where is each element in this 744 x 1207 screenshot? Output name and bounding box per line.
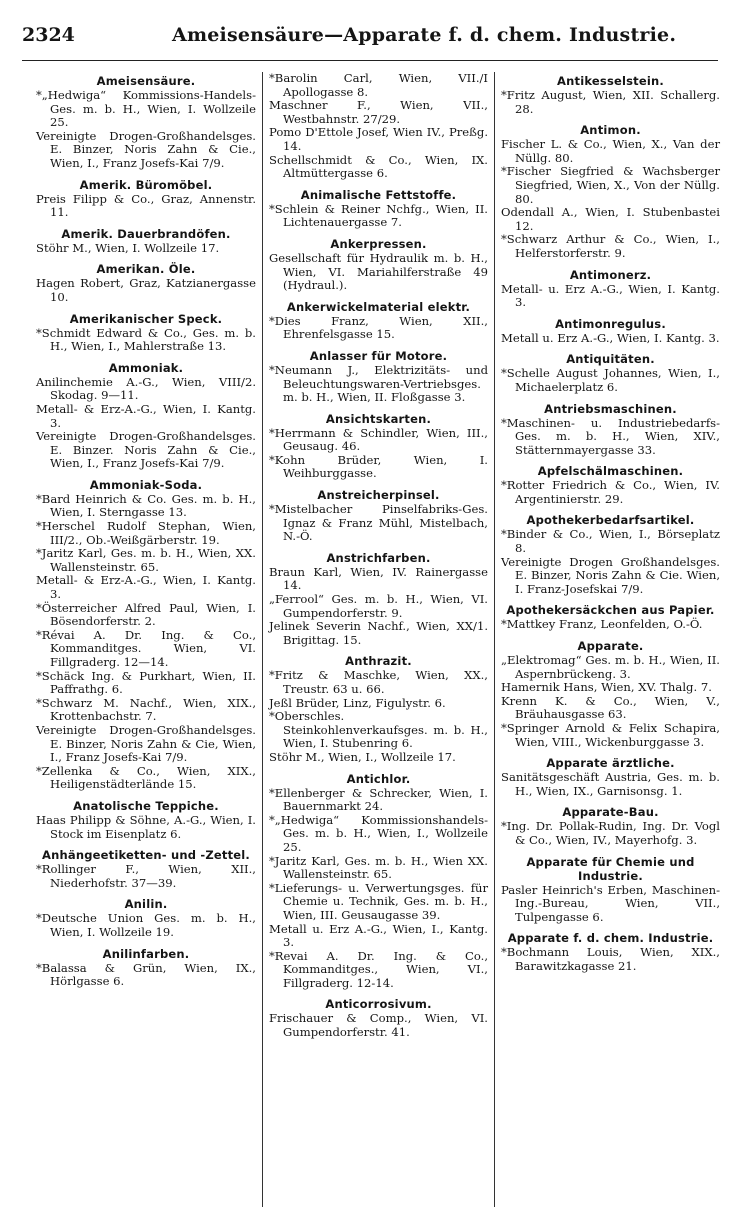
- section-heading: Apothekersäckchen aus Papier.: [506, 603, 715, 618]
- directory-entry: Gesellschaft für Hydraulik m. b. H., Wien, VI. Mariahilferstraße 49 (Hydraul.).: [269, 250, 488, 293]
- directory-entry: *Schmidt Edward & Co., Ges. m. b. H., Wien, I., Mahlerstraße 13.: [36, 325, 256, 354]
- directory-entry: Stöhr M., Wien, I. Wollzeile 17.: [36, 240, 220, 255]
- directory-entry: *Jaritz Karl, Ges. m. b. H., Wien XX. Wallensteinstr. 65.: [269, 853, 488, 882]
- section: [269, 72, 488, 181]
- directory-entry: *Révai A. Dr. Ing. & Co., Kommanditges. Wien, VI. Fillgraderg. 12—14.: [36, 627, 256, 669]
- directory-entry: „Elektromag“ Ges. m. b. H., Wien, II. Aspernbrückeng. 3.: [501, 653, 720, 681]
- directory-entry: *Deutsche Union Ges. m. b. H., Wien, I. Wollzeile 19.: [36, 911, 256, 939]
- section: [501, 931, 720, 973]
- directory-entry: *Mistelbacher Pinselfabriks-Ges. Ignaz & Franz Mühl, Mistelbach, N.-Ö.: [269, 502, 488, 544]
- directory-entry: Vereinigte Drogen-Großhandelsges. E. Binzer, Noris Zahn & Cie, Wien, I., Franz Josefs-Kai 7/9.: [36, 722, 256, 765]
- directory-entry: Metall- & Erz-A.-G., Wien, I. Kantg. 3.: [36, 573, 256, 602]
- section-heading: Antichlor.: [346, 771, 411, 786]
- section: [269, 488, 488, 544]
- section-heading: Antimonerz.: [569, 267, 652, 282]
- directory-entry: *Fritz & Maschke, Wien, XX., Treustr. 63 u. 66.: [269, 668, 488, 696]
- section-heading: Antikesselstein.: [557, 74, 664, 88]
- directory-entry: *Maschinen- u. Industriebedarfs-Ges. m. b. H., Wien, XIV., Stätternmayergasse 33.: [501, 415, 720, 457]
- section-heading: Anstrichfarben.: [326, 550, 431, 565]
- section: [36, 799, 256, 841]
- directory-entry: *Zellenka & Co., Wien, XIX., Heiligenstädterlände 15.: [36, 763, 256, 792]
- directory-entry: Hagen Robert, Graz, Katzianergasse 10.: [36, 276, 256, 304]
- section: [501, 74, 720, 116]
- directory-entry: *Ing. Dr. Pollak-Rudin, Ing. Dr. Vogl & Co., Wien, IV., Mayerhofg. 3.: [501, 819, 720, 847]
- section-heading: Amerik. Büromöbel.: [79, 177, 213, 192]
- directory-entry: Maschner F., Wien, VII., Westbahnstr. 27/29.: [269, 98, 488, 126]
- section: [501, 756, 720, 798]
- section: [36, 178, 256, 220]
- directory-entry: Metall u. Erz A.-G., Wien, I., Kantg. 3.: [269, 921, 488, 950]
- directory-entry: *Bochmann Louis, Wien, XIX., Barawitzkagasse 21.: [501, 945, 720, 973]
- section-heading: Apfelschälmaschinen.: [537, 464, 684, 479]
- section-heading: Antriebsmaschinen.: [544, 401, 677, 416]
- directory-entry: *Schwarz Arthur & Co., Wien, I., Helferstorferstr. 9.: [501, 232, 720, 260]
- directory-entry: *Mattkey Franz, Leonfelden, O.-Ö.: [501, 617, 703, 632]
- directory-entry: *Schlein & Reiner Nchfg., Wien, II. Lichtenauergasse 7.: [269, 201, 488, 230]
- section-heading: Apparate für Chemie und Industrie.: [526, 854, 695, 883]
- directory-entry: Preis Filipp & Co., Graz, Annenstr. 11.: [36, 191, 256, 220]
- section: [36, 478, 256, 792]
- section-heading: Anhängeetiketten- und -Zettel.: [41, 848, 250, 863]
- directory-entry: Jeßl Brüder, Linz, Figulystr. 6.: [269, 695, 446, 710]
- section-heading: Ammoniak.: [108, 360, 184, 375]
- section: [269, 412, 488, 481]
- section-heading: Anilin.: [124, 897, 168, 912]
- directory-entry: *Lieferungs- u. Verwertungsges. für Chemie u. Technik, Ges. m. b. H., Wien, III. Geusaugasse 39.: [269, 880, 488, 922]
- directory-entry: Pasler Heinrich's Erben, Maschinen-Ing.-Bureau, Wien, VII., Tulpengasse 6.: [501, 882, 720, 924]
- section: [269, 654, 488, 764]
- directory-entry: Jelinek Severin Nachf., Wien, XX/1. Brigittag. 15.: [269, 619, 488, 647]
- directory-entry: *Fischer Siegfried & Wachsberger Siegfried, Wien, X., Von der Nüllg. 80.: [501, 164, 720, 206]
- section: [501, 317, 720, 346]
- section-heading: Anilinfarben.: [102, 946, 190, 961]
- directory-entry: *Herrmann & Schindler, Wien, III., Geusaug. 46.: [269, 425, 488, 454]
- directory-entry: *Revai A. Dr. Ing. & Co., Kommanditges., Wien, VI., Fillgraderg. 12-14.: [269, 948, 488, 990]
- directory-entry: *Bard Heinrich & Co. Ges. m. b. H., Wien, I. Sterngasse 13.: [36, 491, 256, 520]
- section: [501, 805, 720, 847]
- section-heading: Anthrazit.: [345, 654, 412, 669]
- section-heading: Apparate-Bau.: [562, 805, 659, 820]
- section: [36, 947, 256, 989]
- directory-entry: *Barolin Carl, Wien, VII./I Apollogasse 8.: [269, 72, 488, 99]
- section-heading: Amerik. Dauerbrandöfen.: [61, 226, 231, 241]
- directory-entry: Sanitätsgeschäft Austria, Ges. m. b. H., Wien, IX., Garnisonsg. 1.: [501, 770, 720, 798]
- section: [501, 402, 720, 458]
- section-heading: Amerikan. Öle.: [96, 262, 196, 277]
- section: [501, 855, 720, 925]
- directory-entry: Braun Karl, Wien, IV. Rainergasse 14.: [269, 564, 488, 593]
- page-number: 2324: [22, 24, 75, 46]
- directory-entry: Vereinigte Drogen-Großhandelsges. E. Binzer, Noris Zahn & Cie., Wien, I., Franz Josefs-Kai 7/9.: [36, 128, 256, 170]
- section-heading: Ankerpressen.: [330, 236, 427, 251]
- section: [36, 262, 256, 304]
- directory-entry: Metall- & Erz-A.-G., Wien, I. Kantg. 3.: [36, 401, 256, 430]
- section: [269, 349, 488, 405]
- directory-entry: *Balassa & Grün, Wien, IX., Hörlgasse 6.: [36, 960, 256, 989]
- directory-entry: *„Hedwiga“ Kommissions-Handels-Ges. m. b. H., Wien, I. Wollzeile 25.: [36, 88, 256, 130]
- directory-entry: *Oberschles. Steinkohlenverkaufsges. m. b. H., Wien, I. Stubenring 6.: [269, 709, 488, 751]
- directory-entry: Anilinchemie A.-G., Wien, VIII/2. Skodag. 9—11.: [36, 374, 256, 403]
- section-heading: Antimonregulus.: [555, 316, 666, 331]
- directory-entry: Fischer L. & Co., Wien, X., Van der Nüllg. 80.: [501, 137, 720, 165]
- directory-entry: *Jaritz Karl, Ges. m. b. H., Wien, XX. Wallensteinstr. 65.: [36, 546, 256, 574]
- directory-entry: Schellschmidt & Co., Wien, IX. Altmüttergasse 6.: [269, 152, 488, 181]
- section-heading: Ammoniak-Soda.: [89, 477, 203, 492]
- section-heading: Animalische Fettstoffe.: [300, 187, 457, 202]
- section: [501, 352, 720, 394]
- directory-entry: Vereinigte Drogen-Großhandelsges. E. Binzer. Noris Zahn & Cie., Wien, I., Franz Josefs-Kai 7/9.: [36, 429, 256, 471]
- directory-entry: Krenn K. & Co., Wien, V., Bräuhausgasse 63.: [501, 693, 720, 722]
- columns-container: [30, 72, 730, 1207]
- section: [501, 123, 720, 260]
- section-heading: Apothekerbedarfsartikel.: [526, 513, 695, 528]
- section-heading: Amerikanischer Speck.: [69, 311, 223, 326]
- directory-entry: Metall u. Erz A.-G., Wien, I. Kantg. 3.: [501, 330, 720, 345]
- section: [269, 551, 488, 648]
- section-heading: Ankerwickelmaterial elektr.: [286, 299, 471, 314]
- section-heading: Ansichtskarten.: [325, 411, 432, 426]
- directory-entry: Vereinigte Drogen Großhandelsges. E. Binzer, Noris Zahn & Cie. Wien, I. Franz-Josefskai 7/9.: [501, 554, 720, 596]
- section: [501, 513, 720, 596]
- column-3: [494, 72, 726, 1207]
- directory-entry: *Fritz August, Wien, XII. Schallerg. 28.: [501, 88, 720, 116]
- directory-entry: Hamernik Hans, Wien, XV. Thalg. 7.: [501, 680, 712, 695]
- directory-entry: *Herschel Rudolf Stephan, Wien, III/2., Ob.-Weißgärberstr. 19.: [36, 519, 256, 547]
- section: [501, 639, 720, 749]
- section: [269, 188, 488, 230]
- column-1: [30, 72, 262, 1207]
- section-heading: Antimon.: [580, 123, 641, 138]
- directory-entry: Odendall A., Wien, I. Stubenbastei 12.: [501, 205, 720, 233]
- directory-entry: Frischauer & Comp., Wien, VI. Gumpendorferstr. 41.: [269, 1011, 488, 1040]
- section-heading: Ameisensäure.: [96, 74, 196, 88]
- section-heading: Apparate.: [577, 639, 644, 654]
- directory-entry: Haas Philipp & Söhne, A.-G., Wien, I. Stock im Eisenplatz 6.: [36, 812, 256, 841]
- directory-entry: *Springer Arnold & Felix Schapira, Wien, VIII., Wickenburggasse 3.: [501, 721, 720, 749]
- section: [36, 74, 256, 171]
- section: [36, 361, 256, 471]
- directory-entry: *Dies Franz, Wien, XII., Ehrenfelsgasse 15.: [269, 313, 488, 342]
- section: [36, 848, 256, 890]
- page-title: Ameisensäure—Apparate f. d. chem. Industrie.: [172, 24, 677, 46]
- section-heading: Anatolische Teppiche.: [73, 798, 219, 813]
- section: [36, 897, 256, 939]
- section: [269, 300, 488, 342]
- directory-entry: *Neumann J., Elektrizitäts- und Beleuchtungswaren-Vertriebsges. m. b. H., Wien, II. Floßgasse 3.: [269, 362, 488, 405]
- section: [36, 227, 256, 256]
- directory-entry: *Österreicher Alfred Paul, Wien, I. Bösendorferstr. 2.: [36, 600, 256, 629]
- section-heading: Apparate ärztliche.: [546, 756, 675, 771]
- section: [269, 772, 488, 991]
- directory-entry: Stöhr M., Wien, I., Wollzeile 17.: [269, 749, 456, 764]
- column-2: [262, 72, 494, 1207]
- directory-entry: „Ferrool“ Ges. m. b. H., Wien, VI. Gumpendorferstr. 9.: [269, 592, 488, 620]
- directory-entry: *Schäck Ing. & Purkhart, Wien, II. Paffrathg. 6.: [36, 668, 256, 697]
- section-heading: Antiquitäten.: [566, 352, 655, 367]
- section: [501, 603, 720, 632]
- section-heading: Anstreicherpinsel.: [317, 488, 440, 503]
- section: [501, 268, 720, 310]
- directory-entry: *Ellenberger & Schrecker, Wien, I. Bauernmarkt 24.: [269, 785, 488, 814]
- directory-entry: *Schwarz M. Nachf., Wien, XIX., Krottenbachstr. 7.: [36, 695, 256, 724]
- section: [501, 464, 720, 506]
- page-header: [22, 24, 718, 61]
- directory-entry: Metall- u. Erz A.-G., Wien, I. Kantg. 3.: [501, 281, 720, 310]
- section-heading: Apparate f. d. chem. Industrie.: [507, 931, 714, 946]
- directory-entry: *Rotter Friedrich & Co., Wien, IV. Argentinierstr. 29.: [501, 478, 720, 506]
- directory-entry: *„Hedwiga“ Kommissionshandels-Ges. m. b. H., Wien, I., Wollzeile 25.: [269, 812, 488, 854]
- section: [269, 237, 488, 293]
- section: [269, 997, 488, 1039]
- section: [36, 312, 256, 354]
- directory-entry: *Kohn Brüder, Wien, I. Weihburggasse.: [269, 452, 488, 481]
- directory-entry: *Binder & Co., Wien, I., Börseplatz 8.: [501, 527, 720, 556]
- directory-entry: *Schelle August Johannes, Wien, I., Michaelerplatz 6.: [501, 366, 720, 394]
- section-heading: Anlasser für Motore.: [309, 348, 448, 363]
- directory-entry: Pomo D'Ettole Josef, Wien IV., Preßg. 14.: [269, 125, 488, 153]
- directory-entry: *Rollinger F., Wien, XII., Niederhofstr. 37—39.: [36, 862, 256, 890]
- section-heading: Anticorrosivum.: [325, 997, 432, 1012]
